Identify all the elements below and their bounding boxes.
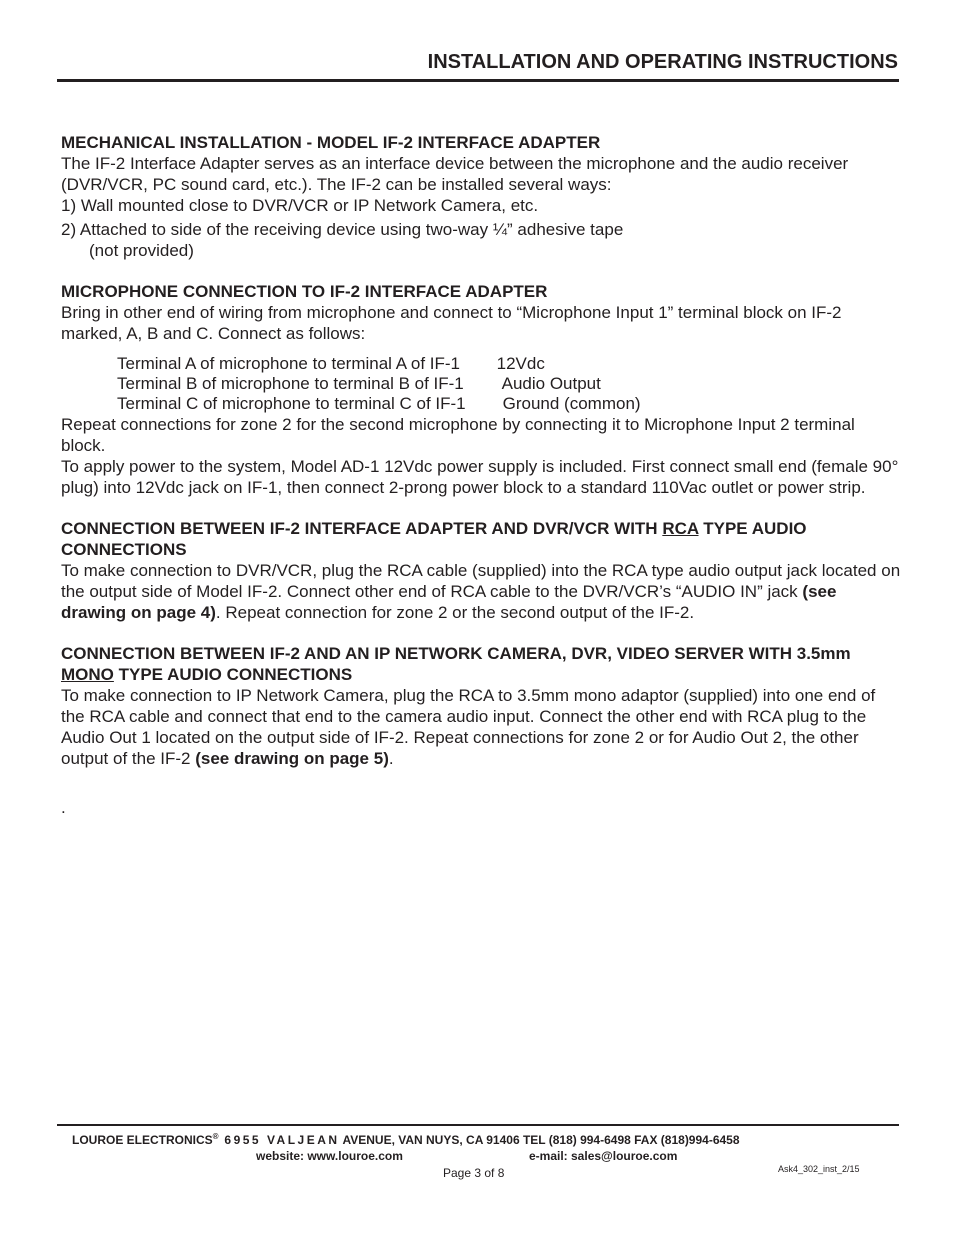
- list-item: 1) Wall mounted close to DVR/VCR or IP Network Camera, etc.: [61, 196, 539, 215]
- section-microphone: [61, 281, 901, 498]
- section-heading: [61, 518, 901, 560]
- list-item-continuation: (not provided): [89, 241, 194, 260]
- heading-text: TYPE AUDIO CONNECTIONS: [113, 665, 353, 684]
- terminal-desc: 12Vdc: [496, 354, 545, 373]
- header-rule: [57, 79, 899, 82]
- street-address: 6955 VALJEAN: [218, 1133, 340, 1147]
- registered-mark: ®: [212, 1132, 219, 1141]
- table-row: [117, 394, 641, 414]
- section-body: The IF-2 Interface Adapter serves as an interface device between the microphone and the audio receiver (DVR/VCR, PC sound card, etc.). The IF-2 can be installed several ways:: [61, 154, 849, 194]
- section-heading: [61, 643, 901, 685]
- section-heading: MICROPHONE CONNECTION TO IF-2 INTERFACE ADAPTER: [61, 282, 548, 301]
- table-row: [117, 354, 641, 374]
- terminal-label: Terminal A of microphone to terminal A of IF-1: [117, 354, 460, 373]
- body-text: .: [388, 749, 394, 768]
- section-body: [61, 685, 901, 769]
- terminal-label: Terminal B of microphone to terminal B of IF-1: [117, 374, 464, 393]
- address-contact: AVENUE, VAN NUYS, CA 91406 TEL (818) 994-6498 FAX (818)994-6458: [339, 1133, 740, 1147]
- power-paragraph: To apply power to the system, Model AD-1 12Vdc power supply is included. First connect small end (female 90° plug) into 12Vdc jack on IF-1, then connect 2-prong power block to a standard 110Vac outlet or power strip.: [61, 457, 899, 497]
- repeat-paragraph: Repeat connections for zone 2 for the second microphone by connecting it to Microphone Input 2 terminal block.: [61, 415, 855, 455]
- heading-text: CONNECTION BETWEEN IF-2 INTERFACE ADAPTER AND DVR/VCR WITH: [61, 519, 663, 538]
- document-code: Ask4_302_inst_2/15: [778, 1164, 860, 1174]
- page-header-title: INSTALLATION AND OPERATING INSTRUCTIONS: [427, 51, 898, 73]
- body-text: To make connection to IP Network Camera, plug the RCA to 3.5mm mono adaptor (supplied) into one end of the RCA cable and connect that end to the camera audio input. Connect the other end with RCA plug to the Audio Out 1 located on the output side of IF-2. Repeat connections for zone 2 or for Audio Out 2, the other output of the IF-2: [61, 686, 876, 768]
- footer-rule: [57, 1124, 899, 1126]
- footer-address-line: [72, 1132, 740, 1147]
- page-number: Page 3 of 8: [443, 1166, 505, 1180]
- heading-underlined: MONO: [61, 665, 114, 684]
- stray-period: .: [61, 798, 66, 817]
- drawing-reference: (see drawing on page 4): [61, 582, 837, 622]
- terminal-desc: Audio Output: [501, 374, 601, 393]
- terminal-label: Terminal C of microphone to terminal C of IF-1: [117, 394, 466, 413]
- section-rca: [61, 518, 901, 623]
- terminal-desc: Ground (common): [502, 394, 641, 413]
- list-item-text: 2) Attached to side of the receiving device using two-way ¼” adhesive tape: [61, 220, 624, 239]
- footer-email: e-mail: sales@louroe.com: [529, 1149, 678, 1163]
- drawing-reference: (see drawing on page 5): [195, 749, 389, 768]
- section-heading: MECHANICAL INSTALLATION - MODEL IF-2 INTERFACE ADAPTER: [61, 133, 601, 152]
- heading-underlined: RCA: [662, 519, 699, 538]
- body-text: To make connection to DVR/VCR, plug the RCA cable (supplied) into the RCA type audio output jack located on the output side of Model IF-2. Connect other end of RCA cable to the DVR/VCR’s “AUDIO IN” jack: [61, 561, 901, 601]
- document-body: [61, 132, 901, 818]
- section-body: Bring in other end of wiring from microphone and connect to “Microphone Input 1” terminal block on IF-2 marked, A, B and C. Connect as follows:: [61, 303, 842, 343]
- company-name: LOUROE ELECTRONICS: [72, 1133, 213, 1147]
- terminal-table: [117, 354, 641, 414]
- section-body: [61, 560, 901, 623]
- table-row: [117, 374, 641, 394]
- heading-text: TYPE AUDIO CONNECTIONS: [61, 519, 807, 559]
- heading-text: CONNECTION BETWEEN IF-2 AND AN IP NETWORK CAMERA, DVR, VIDEO SERVER WITH 3.5mm: [61, 644, 851, 663]
- section-mono: [61, 643, 901, 769]
- footer-website: website: www.louroe.com: [256, 1149, 403, 1163]
- section-mechanical: [61, 132, 901, 261]
- list-item: [61, 219, 901, 261]
- body-text: . Repeat connection for zone 2 or the second output of the IF-2.: [215, 603, 695, 622]
